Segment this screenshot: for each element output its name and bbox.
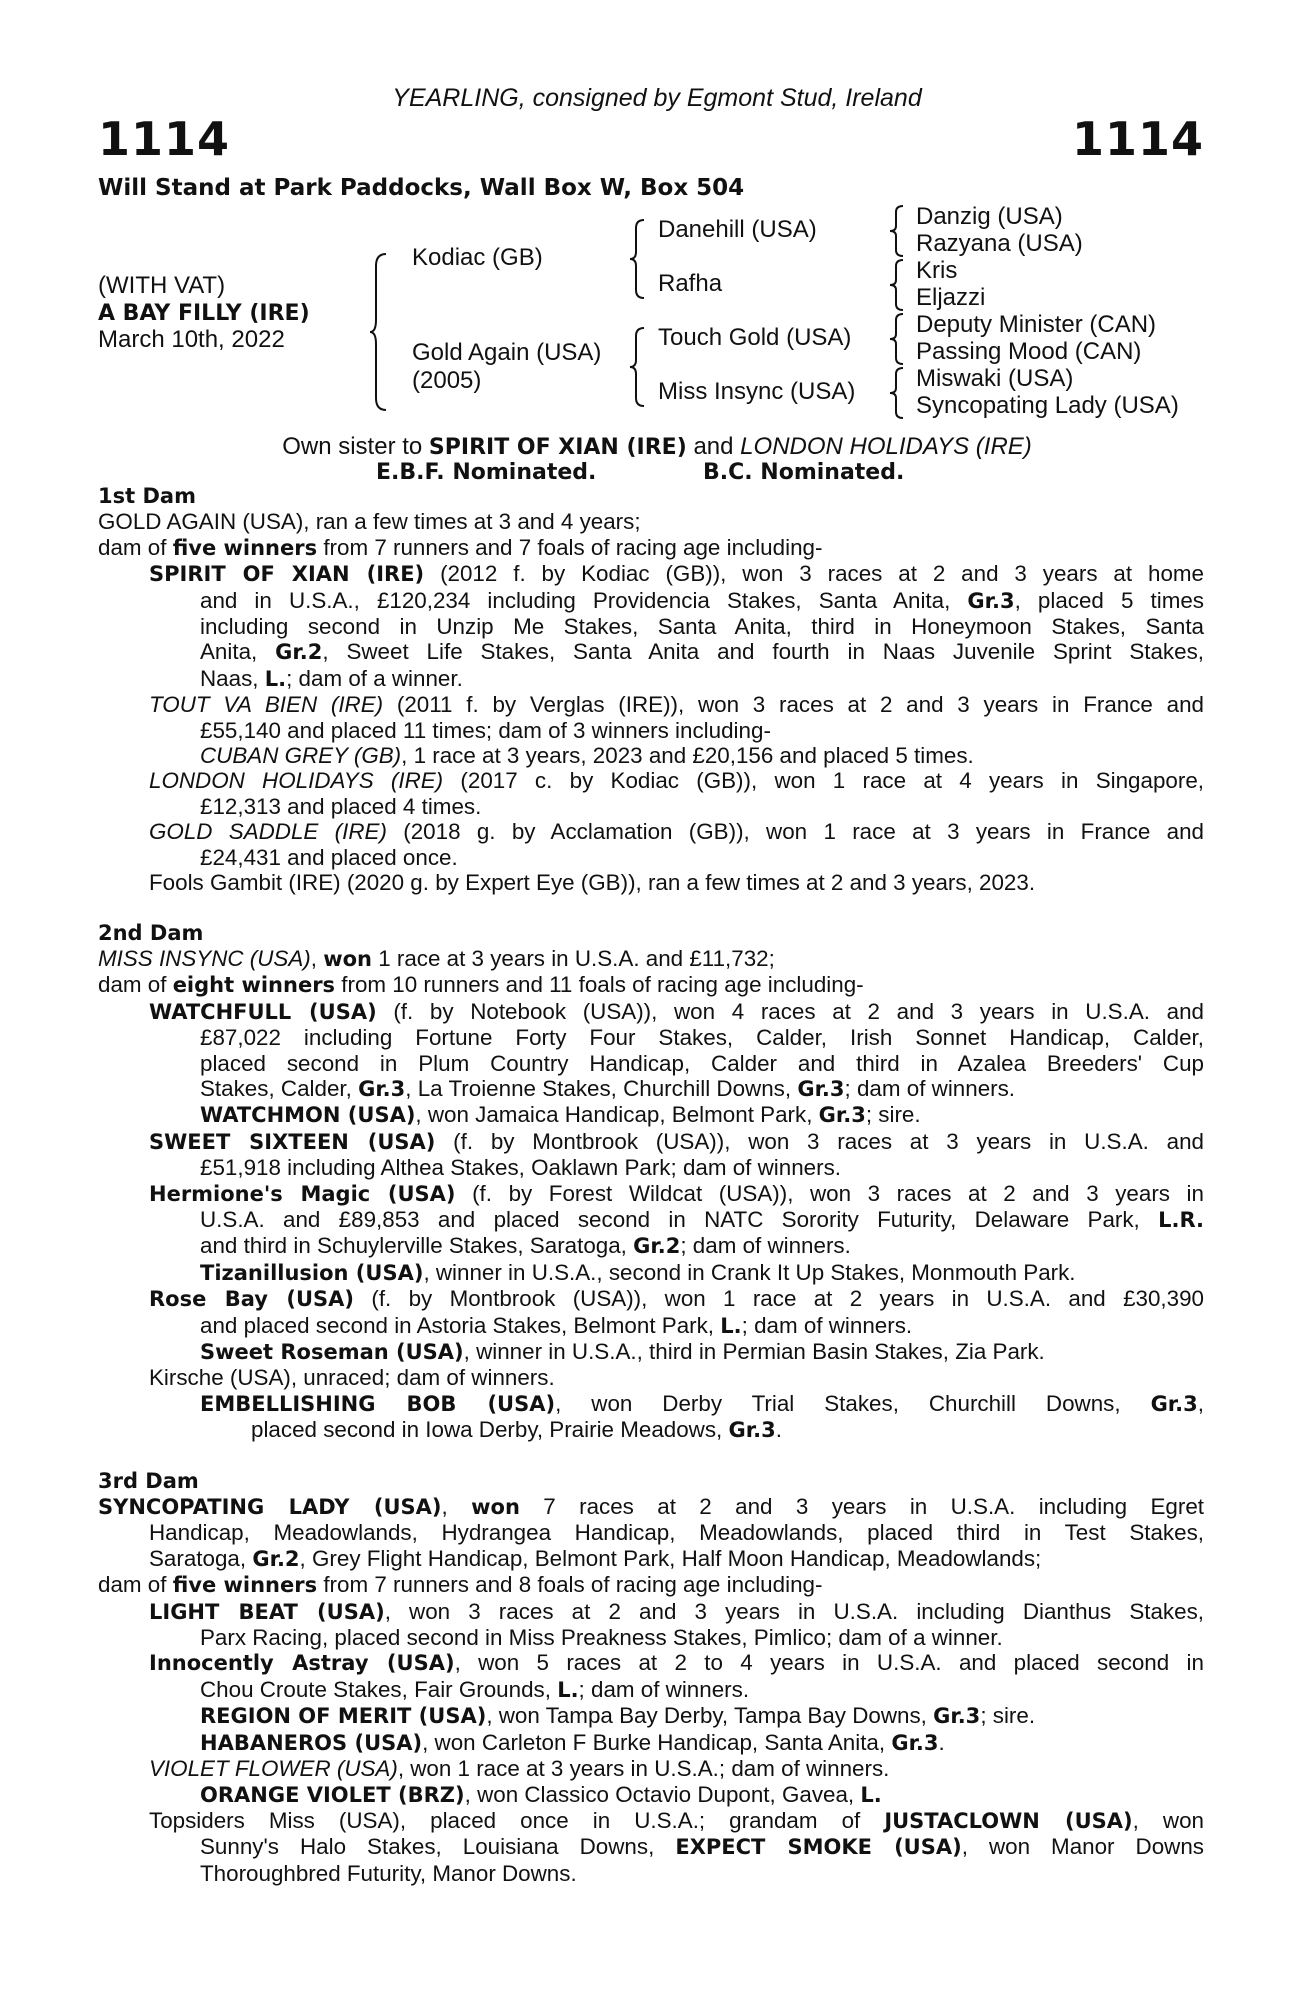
produce-text: £55,140 and placed 11 times; dam of 3 winners including-	[200, 717, 771, 743]
consignment-line: YEARLING, consigned by Egmont Stud, Ireland	[392, 84, 922, 112]
dam-dam: Miss Insync (USA)	[658, 378, 856, 405]
produce-tout-va-bien: TOUT VA BIEN (IRE) (2011 f. by Verglas (IRE)), won 3 races at 2 and 3 years in France and	[149, 692, 1205, 718]
foaling-date: March 10th, 2022	[98, 326, 285, 353]
vat-note: (WITH VAT)	[98, 272, 226, 299]
produce-text: Naas, L.; dam of a winner.	[200, 665, 463, 691]
sire: Kodiac (GB)	[412, 244, 543, 271]
produce-watchfull: WATCHFULL (USA) (f. by Notebook (USA)), won 4 races at 2 and 3 years in U.S.A. and	[149, 998, 1204, 1024]
sire-brace	[628, 218, 650, 300]
produce-text: Thoroughbred Futurity, Manor Downs.	[200, 1860, 577, 1886]
produce-hermiones-magic: Hermione's Magic (USA) (f. by Forest Wildcat (USA)), won 3 races at 2 and 3 years in	[149, 1180, 1204, 1206]
third-dam-text: Saratoga, Gr.2, Grey Flight Handicap, Belmont Park, Half Moon Handicap, Meadowlands;	[149, 1545, 1042, 1571]
third-dam-summary: dam of five winners from 7 runners and 8 foals of racing age including-	[98, 1572, 823, 1598]
great-grandparent-8: Syncopating Lady (USA)	[916, 392, 1179, 419]
produce-kirsche: Kirsche (USA), unraced; dam of winners.	[149, 1365, 555, 1391]
second-dam-heading: 2nd Dam	[98, 920, 204, 945]
produce-text: Chou Croute Stakes, Fair Grounds, L.; dam of winners.	[200, 1676, 750, 1702]
own-sister-prefix: Own sister to	[282, 433, 423, 460]
first-dam-summary: dam of five winners from 7 runners and 7 foals of racing age including-	[98, 534, 823, 560]
great-grandparent-3: Kris	[916, 257, 958, 284]
third-dam-text: Handicap, Meadowlands, Hydrangea Handicap, Meadowlands, placed third in Test Stakes,	[149, 1520, 1204, 1546]
great-grandparent-7: Miswaki (USA)	[916, 365, 1074, 392]
sire-sire: Danehill (USA)	[658, 216, 817, 243]
great-grandparent-1: Danzig (USA)	[916, 203, 1063, 230]
second-dam-line: MISS INSYNC (USA), won 1 race at 3 years in U.S.A. and £11,732;	[98, 945, 775, 971]
ebf-nominated: E.B.F. Nominated.	[376, 460, 597, 485]
first-dam-line: GOLD AGAIN (USA), ran a few times at 3 and 4 years;	[98, 509, 641, 535]
produce-region-of-merit: REGION OF MERIT (USA), won Tampa Bay Derby, Tampa Bay Downs, Gr.3; sire.	[200, 1703, 1036, 1729]
produce-innocently-astray: Innocently Astray (USA), won 5 races at 2 to 4 years in U.S.A. and placed second in	[149, 1650, 1204, 1676]
produce-fools-gambit: Fools Gambit (IRE) (2020 g. by Expert Eye (GB)), ran a few times at 2 and 3 years, 2023.	[149, 870, 1036, 896]
produce-london-holidays: LONDON HOLIDAYS (IRE) (2017 c. by Kodiac (GB)), won 1 race at 4 years in Singapore,	[149, 768, 1204, 794]
dam-sire: Touch Gold (USA)	[658, 324, 852, 351]
produce-sweet-sixteen: SWEET SIXTEEN (USA) (f. by Montbrook (USA)), won 3 races at 3 years in U.S.A. and	[149, 1128, 1204, 1154]
third-dam-line: SYNCOPATING LADY (USA), won 7 races at 2 and 3 years in U.S.A. including Egret	[98, 1494, 1204, 1520]
horse-name: A BAY FILLY (IRE)	[98, 301, 310, 326]
produce-tizanillusion: Tizanillusion (USA), winner in U.S.A., second in Crank It Up Stakes, Monmouth Park.	[200, 1259, 1076, 1285]
produce-text: and placed second in Astoria Stakes, Belmont Park, L.; dam of winners.	[200, 1312, 913, 1338]
sire-dam: Rafha	[658, 270, 723, 297]
dam: Gold Again (USA)	[412, 339, 602, 366]
produce-text: £87,022 including Fortune Forty Four Stakes, Calder, Irish Sonnet Handicap, Calder,	[200, 1025, 1204, 1051]
lot-number-left: 1114	[98, 112, 231, 166]
great-grandparent-2: Razyana (USA)	[916, 230, 1083, 257]
produce-text: and third in Schuylerville Stakes, Saratoga, Gr.2; dam of winners.	[200, 1233, 851, 1259]
produce-text: placed second in Iowa Derby, Prairie Meadows, Gr.3.	[251, 1417, 782, 1443]
produce-text: and in U.S.A., £120,234 including Providencia Stakes, Santa Anita, Gr.3, placed 5 times	[200, 587, 1204, 613]
produce-sweet-roseman: Sweet Roseman (USA), winner in U.S.A., third in Permian Basin Stakes, Zia Park.	[200, 1339, 1045, 1364]
great-grandparent-6: Passing Mood (CAN)	[916, 338, 1142, 365]
dam-year: (2005)	[412, 367, 482, 394]
great-grandparent-4: Eljazzi	[916, 284, 986, 311]
produce-spirit-of-xian: SPIRIT OF XIAN (IRE) (2012 f. by Kodiac (GB)), won 3 races at 2 and 3 years at home	[149, 561, 1204, 587]
produce-violet-flower: VIOLET FLOWER (USA), won 1 race at 3 years in U.S.A.; dam of winners.	[149, 1756, 890, 1782]
produce-light-beat: LIGHT BEAT (USA), won 3 races at 2 and 3 years in U.S.A. including Dianthus Stakes,	[149, 1598, 1204, 1624]
produce-text: Stakes, Calder, Gr.3, La Troienne Stakes, Churchill Downs, Gr.3; dam of winners.	[200, 1075, 1016, 1101]
produce-gold-saddle: GOLD SADDLE (IRE) (2018 g. by Acclamation (GB)), won 1 race at 3 years in France and	[149, 819, 1204, 845]
produce-cuban-grey: CUBAN GREY (GB), 1 race at 3 years, 2023 and £20,156 and placed 5 times.	[200, 743, 974, 769]
bc-nominated: B.C. Nominated.	[703, 460, 905, 485]
produce-text: £51,918 including Althea Stakes, Oaklawn Park; dam of winners.	[200, 1155, 841, 1181]
gp-brace-3	[888, 312, 908, 366]
produce-rose-bay: Rose Bay (USA) (f. by Montbrook (USA)), won 1 race at 2 years in U.S.A. and £30,390	[149, 1286, 1205, 1312]
produce-record	[98, 484, 1204, 1886]
produce-watchmon: WATCHMON (USA), won Jamaica Handicap, Belmont Park, Gr.3; sire.	[200, 1102, 921, 1128]
lot-number-right: 1114	[1071, 112, 1204, 166]
gp-brace-1	[888, 204, 908, 258]
gp-brace-2	[888, 258, 908, 312]
produce-text: £24,431 and placed once.	[200, 844, 458, 870]
produce-text: Parx Racing, placed second in Miss Preakness Stakes, Pimlico; dam of a winner.	[200, 1625, 1003, 1651]
produce-text: U.S.A. and £89,853 and placed second in NATC Sorority Futurity, Delaware Park, L.R.	[200, 1206, 1204, 1232]
produce-orange-violet: ORANGE VIOLET (BRZ), won Classico Octavio Dupont, Gavea, L.	[200, 1781, 882, 1807]
great-grandparent-5: Deputy Minister (CAN)	[916, 311, 1157, 338]
stand-location: Will Stand at Park Paddocks, Wall Box W, Box 504	[98, 175, 745, 201]
own-sister-and: and	[693, 433, 734, 460]
produce-text: including second in Unzip Me Stakes, Santa Anita, third in Honeymoon Stakes, Santa	[200, 614, 1204, 640]
own-sister-name-1: SPIRIT OF XIAN (IRE)	[428, 435, 687, 460]
produce-topsiders-miss: Topsiders Miss (USA), placed once in U.S.A.; grandam of JUSTACLOWN (USA), won	[149, 1807, 1204, 1833]
gp-brace-4	[888, 366, 908, 420]
horse-brace	[368, 252, 392, 412]
first-dam-heading: 1st Dam	[98, 484, 196, 508]
dam-brace	[628, 326, 650, 408]
produce-embellishing-bob: EMBELLISHING BOB (USA), won Derby Trial Stakes, Churchill Downs, Gr.3,	[200, 1390, 1204, 1416]
produce-text: placed second in Plum Country Handicap, Calder and third in Azalea Breeders' Cup	[200, 1050, 1204, 1076]
own-sister-line	[0, 434, 1314, 461]
produce-text: Sunny's Halo Stakes, Louisiana Downs, EXPECT SMOKE (USA), won Manor Downs	[200, 1834, 1204, 1860]
own-sister-name-2: LONDON HOLIDAYS (IRE)	[740, 433, 1032, 460]
produce-habaneros: HABANEROS (USA), won Carleton F Burke Handicap, Santa Anita, Gr.3.	[200, 1729, 945, 1755]
produce-text: Anita, Gr.2, Sweet Life Stakes, Santa Anita and fourth in Naas Juvenile Sprint Stakes,	[200, 639, 1204, 665]
third-dam-heading: 3rd Dam	[98, 1468, 199, 1493]
second-dam-summary: dam of eight winners from 10 runners and 11 foals of racing age including-	[98, 972, 864, 998]
produce-text: £12,313 and placed 4 times.	[200, 793, 482, 819]
